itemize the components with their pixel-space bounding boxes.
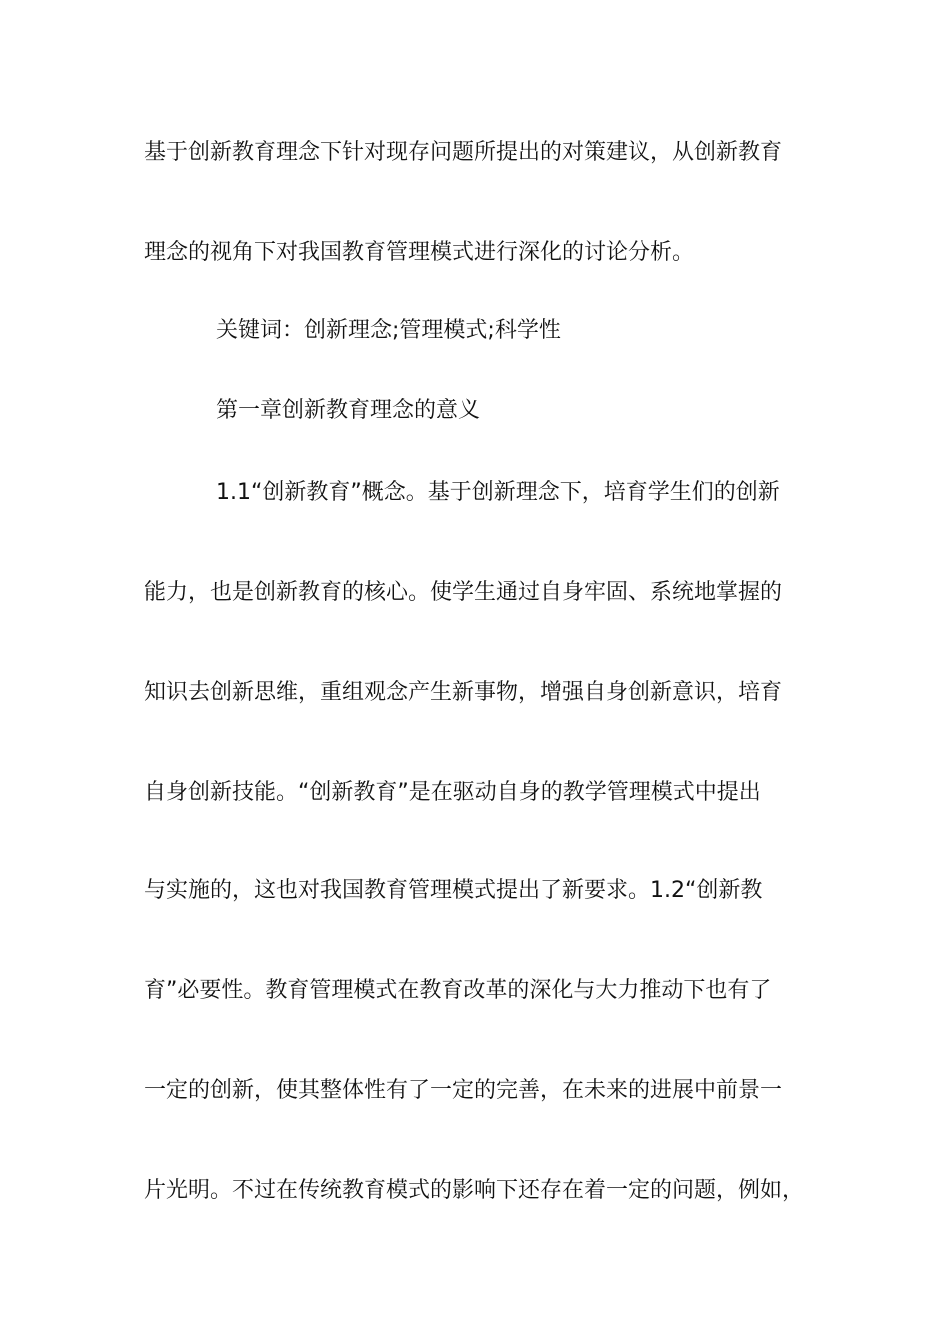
body-text-line: 与实施的，这也对我国教育管理模式提出了新要求。1.2“创新教	[144, 878, 763, 903]
body-text-line: 自身创新技能。“创新教育”是在驱动自身的教学管理模式中提出	[144, 780, 761, 805]
body-text-line: 知识去创新思维，重组观念产生新事物，增强自身创新意识，培育	[144, 680, 783, 705]
body-text-line: 1.1“创新教育”概念。基于创新理念下，培育学生们的创新	[216, 480, 780, 505]
chapter-heading: 第一章创新教育理念的意义	[216, 398, 481, 423]
body-text-line: 育”必要性。教育管理模式在教育改革的深化与大力推动下也有了	[144, 978, 772, 1003]
keywords-line: 关键词：创新理念;管理模式;科学性	[216, 318, 561, 343]
body-text-line: 一定的创新，使其整体性有了一定的完善，在未来的进展中前景一	[144, 1078, 783, 1103]
body-text-line: 片光明。不过在传统教育模式的影响下还存在着一定的问题，例如，	[144, 1178, 805, 1203]
body-text-line: 能力，也是创新教育的核心。使学生通过自身牢固、系统地掌握的	[144, 580, 783, 605]
body-text-line: 基于创新教育理念下针对现存问题所提出的对策建议，从创新教育	[144, 140, 783, 165]
body-text-line: 理念的视角下对我国教育管理模式进行深化的讨论分析。	[144, 240, 695, 265]
